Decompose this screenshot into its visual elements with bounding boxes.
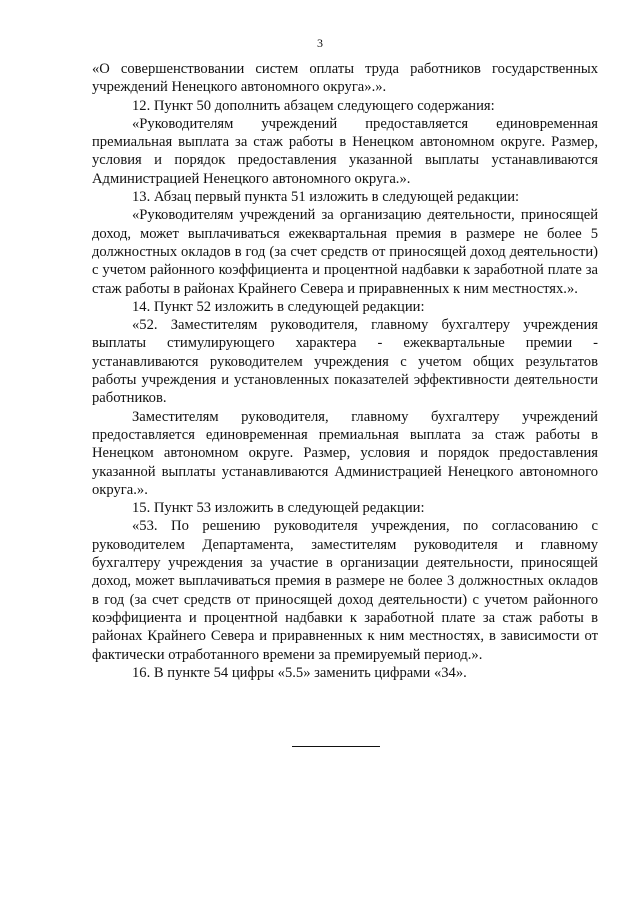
paragraph-quote-52-second: Заместителям руководителя, главному бухгалтеру учреждений предоставляется единовременная премиальная выплата за стаж работы в Ненецком автономном округе. Размер, условия и порядок предоставления указанной выплаты устанавливаются Администрацией Ненецкого автономного округа.». <box>92 408 598 498</box>
page-number: 3 <box>317 36 323 50</box>
paragraph-item-14: 14. Пункт 52 изложить в следующей редакции: <box>132 298 425 315</box>
paragraph-item-13: 13. Абзац первый пункта 51 изложить в следующей редакции: <box>132 189 520 206</box>
paragraph-item-12: 12. Пункт 50 дополнить абзацем следующего содержания: <box>132 97 495 114</box>
document-body <box>92 60 598 682</box>
paragraph-item-16: 16. В пункте 54 цифры «5.5» заменить цифрами «34». <box>132 664 467 681</box>
paragraph-item-15: 15. Пункт 53 изложить в следующей редакции: <box>132 500 425 517</box>
paragraph-quote-13: «Руководителям учреждений за организацию деятельности, приносящей доход, может выплачиваться ежеквартальная премия в размере не более 5 должностных окладов в год (за счет средств от приносящей доход деятельности) с учетом районного коэффициента и процентной надбавки к заработной плате за стаж работы в районах Крайнего Севера и приравненных к ним местностях.». <box>92 207 598 297</box>
paragraph-quote-52: «52. Заместителям руководителя, главному бухгалтеру учреждения выплаты стимулирующего характера - ежеквартальные премии - устанавливаются руководителем учреждения с учетом общих результатов работы учреждения и установленных показателей эффективности деятельности работников. <box>92 317 598 407</box>
paragraph-quote-53: «53. По решению руководителя учреждения, по согласованию с руководителем Департамента, заместителям руководителя и главному бухгалтеру учреждения за участие в организации деятельности, приносящей доход, может выплачиваться премия в размере не более 3 должностных окладов в год (за счет средств от приносящей доход деятельности) с учетом районного коэффициента и процентной надбавки к заработной плате за стаж работы в районах Крайнего Севера и приравненных к ним местностях, в зависимости от фактически отработанного времени за премируемый период.». <box>92 518 598 663</box>
closing-rule-divider <box>292 746 380 747</box>
paragraph-quote-12: «Руководителям учреждений предоставляется единовременная премиальная выплата за стаж работы в Ненецком автономном округе. Размер, условия и порядок предоставления указанной выплаты устанавливаются Администрацией Ненецкого автономного округа.». <box>92 115 598 187</box>
paragraph-continuation: «О совершенствовании систем оплаты труда работников государственных учреждений Ненецкого автономного округа».». <box>92 61 598 96</box>
